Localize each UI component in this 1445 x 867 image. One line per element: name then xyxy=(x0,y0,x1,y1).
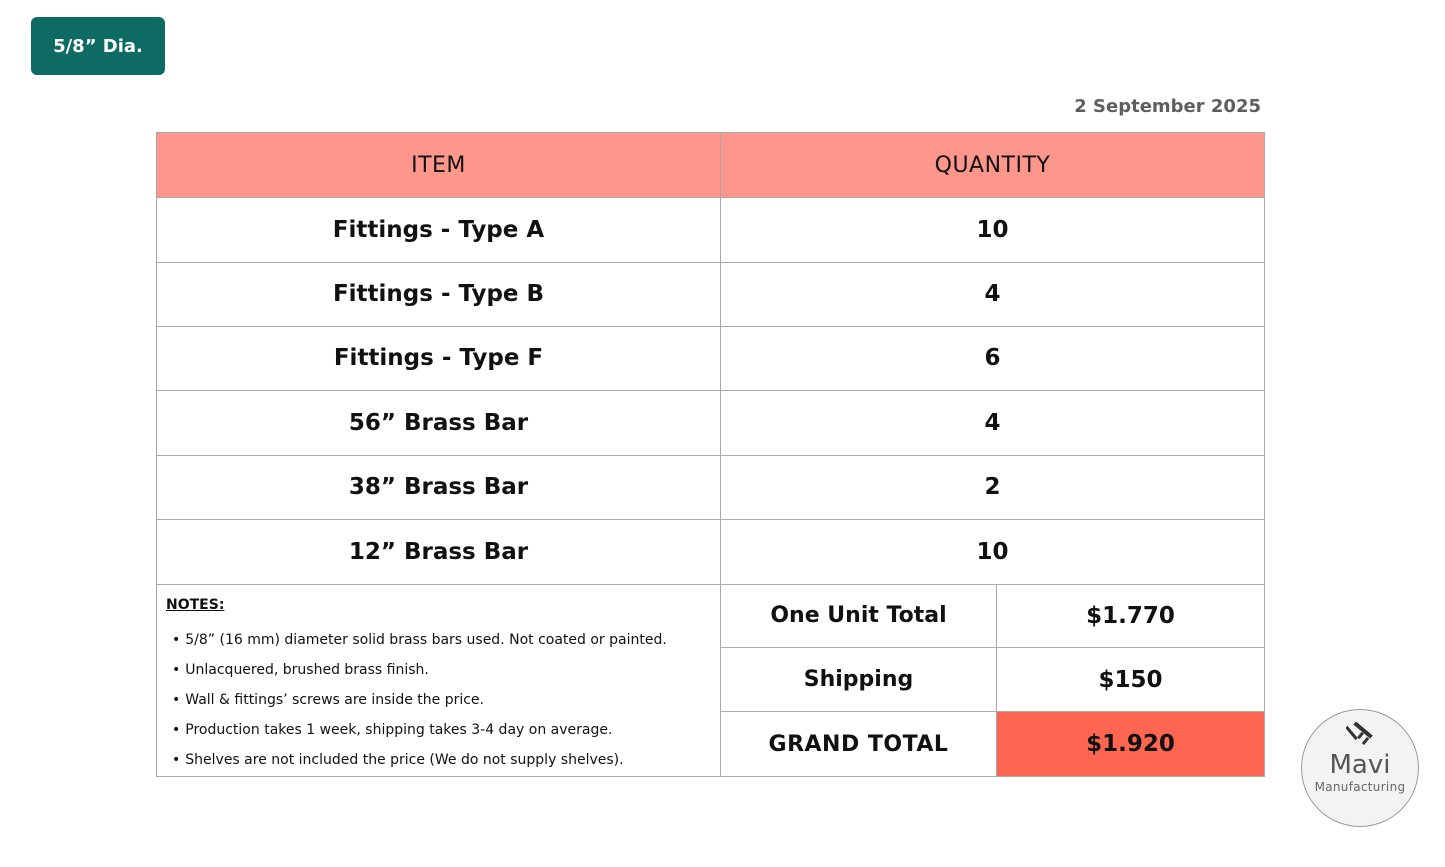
caliper-icon xyxy=(1346,722,1376,752)
item-name: 56” Brass Bar xyxy=(157,391,721,456)
table-row xyxy=(157,326,1264,391)
totals-panel xyxy=(721,584,1264,776)
item-name: Fittings - Type F xyxy=(157,326,721,391)
note-item: • 5/8” (16 mm) diameter solid brass bars used. Not coated or painted. xyxy=(166,625,720,655)
header-quantity: QUANTITY xyxy=(721,133,1264,198)
item-quantity: 10 xyxy=(721,520,1264,585)
item-quantity: 6 xyxy=(721,326,1264,391)
header-item: ITEM xyxy=(157,133,721,198)
item-quantity: 2 xyxy=(721,455,1264,520)
item-quantity: 10 xyxy=(721,198,1264,263)
diameter-badge-label: 5/8” Dia. xyxy=(53,35,143,57)
grand-total-value: $1.920 xyxy=(997,712,1264,776)
table-row xyxy=(157,262,1264,327)
diameter-badge xyxy=(31,17,165,75)
unit-total-label: One Unit Total xyxy=(721,584,997,648)
shipping-value: $150 xyxy=(997,648,1264,712)
total-row-unit xyxy=(721,584,1264,648)
company-logo xyxy=(1301,709,1419,827)
item-name: 12” Brass Bar xyxy=(157,520,721,585)
note-item: • Unlacquered, brushed brass finish. xyxy=(166,655,720,685)
item-quantity: 4 xyxy=(721,391,1264,456)
logo-subtitle: Manufacturing xyxy=(1314,780,1406,794)
logo-name: Mavi xyxy=(1329,750,1391,780)
table-row xyxy=(157,391,1264,456)
table-header xyxy=(157,133,1264,198)
note-item: • Production takes 1 week, shipping takes 3-4 day on average. xyxy=(166,715,720,745)
table-row xyxy=(157,455,1264,520)
notes-title: NOTES: xyxy=(166,597,225,613)
quote-date: 2 September 2025 xyxy=(1074,96,1261,117)
table-row xyxy=(157,520,1264,585)
item-name: 38” Brass Bar xyxy=(157,455,721,520)
item-name: Fittings - Type A xyxy=(157,198,721,263)
table-row xyxy=(157,198,1264,263)
total-row-shipping xyxy=(721,648,1264,712)
grand-total-label: GRAND TOTAL xyxy=(721,712,997,776)
quote-table xyxy=(156,132,1265,777)
unit-total-value: $1.770 xyxy=(997,584,1264,648)
item-name: Fittings - Type B xyxy=(157,262,721,327)
note-item: • Shelves are not included the price (We do not supply shelves). xyxy=(166,745,720,775)
note-item: • Wall & fittings’ screws are inside the price. xyxy=(166,685,720,715)
summary-section xyxy=(157,584,1264,776)
item-quantity: 4 xyxy=(721,262,1264,327)
shipping-label: Shipping xyxy=(721,648,997,712)
notes-panel xyxy=(157,584,721,776)
total-row-grand xyxy=(721,712,1264,776)
